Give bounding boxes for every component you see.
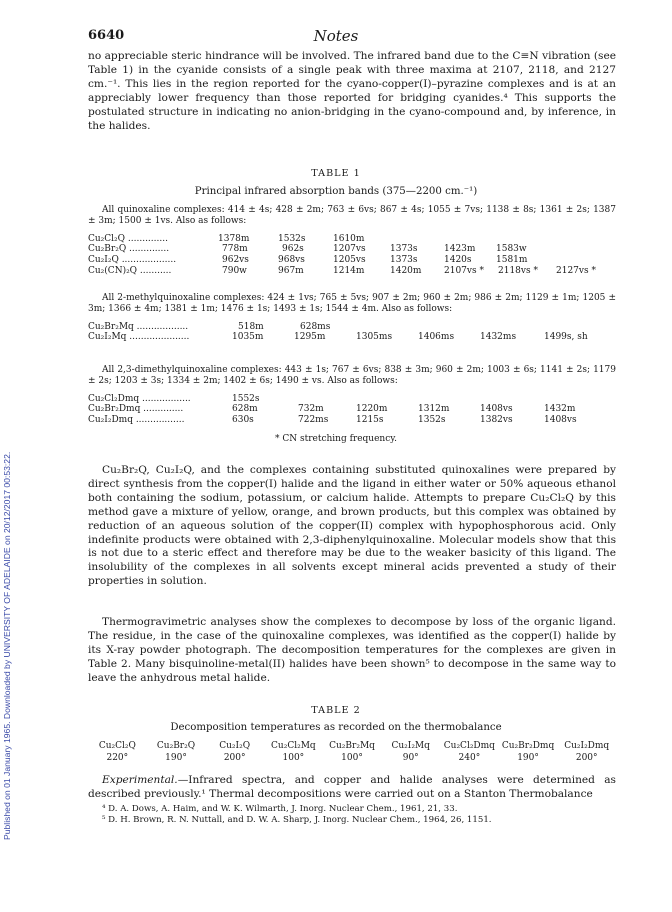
table-1-note-quinoxaline: All quinoxaline complexes: 414 ± 4s; 428 ± 2m; 763 ± 6vs; 867 ± 4s; 1055 ± 7vs; 1138 ± 8s; 1361 ± 2s; 1387 ± 3m; 1500 ± 1vs. Also as follows: — [88, 205, 616, 227]
row-value: 628ms — [300, 321, 331, 332]
table-row — [88, 234, 616, 245]
row-value: 1532s — [278, 233, 306, 244]
reference-5: ⁵ D. H. Brown, R. N. Nuttall, and D. W. A. Sharp, J. Inorg. Nuclear Chem., 1964, 26, 1151. — [102, 815, 492, 825]
experimental-text: —Infrared spectra, and copper and halide analyses were determined as described previously.¹ Thermal decompositions were carried out on a Stanton Thermobalance — [88, 774, 616, 800]
paragraph-1-text: no appreciable steric hindrance will be involved. The infrared band due to the C≡N vibration (see Table 1) in the cyanide consists of a single peak with three maxima at 2107, 2118, and 2127 cm.⁻¹. This lies in the region reported for the cyano-copper(I)–pyrazine complexes and is at an appreciably lower frequency than those reported for bridging cyanides.⁴ This supports the postulated structure in indicating no anion-bridging in the cyano-compound and, by inference, in the halides. — [88, 50, 616, 132]
paragraph-2 — [88, 464, 616, 589]
row-value: 1499s, sh — [544, 332, 588, 343]
row-value: 1382vs — [480, 415, 513, 426]
table-1-block-dimethyl — [88, 365, 616, 426]
table-2-value: 240° — [458, 753, 481, 763]
row-value: 1214m — [333, 265, 365, 276]
paragraph-2-text: Cu₂Br₂Q, Cu₂I₂Q, and the complexes containing substituted quinoxalines were prepared by direct synthesis from the copper(I) halide and the ligand in either water or 50% aqueous ethanol both containing the sodium, potassium, or calcium halide. Attempts to prepare Cu₂Cl₂Q by this method gave a mixture of yellow, orange, and brown products, but this complex was obtained by reduction of an aqueous solution of the copper(II) complex with hypophosphorous acid. Only indefinite products were obtained with 2,3-diphenylquinoxaline. Molecular models show that this is not due to a steric effect and therefore may be due to the weaker basicity of this ligand. The insolubility of the complexes in all solvents except mineral acids prevented a study of their properties in solution. — [88, 464, 616, 588]
row-value: 1035m — [232, 332, 264, 343]
paragraph-1 — [88, 50, 616, 133]
table-2-value: 100° — [341, 753, 363, 763]
page-number: 6640 — [88, 28, 125, 43]
row-compound: Cu₂Br₂Q .............. — [88, 244, 170, 255]
row-value: 1581m — [496, 255, 528, 266]
row-value: 1406ms — [418, 332, 455, 343]
table-1-note-methyl: All 2-methylquinoxaline complexes: 424 ± 1vs; 765 ± 5vs; 907 ± 2m; 960 ± 2m; 986 ± 2m; 1129 ± 1m; 1205 ± 3m; 1366 ± 4m; 1381 ± 1m; 1476 ± 1s; 1493 ± 1s; 1544 ± 4m. Also as follows: — [88, 293, 616, 315]
table-2-header: Cu₂Br₂Mq — [329, 741, 375, 751]
row-value: 1220m — [356, 404, 388, 415]
table-1-caption: Principal infrared absorption bands (375—2200 cm.⁻¹) — [194, 186, 478, 197]
paragraph-3-text: Thermogravimetric analyses show the complexes to decompose by loss of the organic ligand. The residue, in the case of the quinoxaline complexes, was identified as the copper(I) halide by its X-ray powder photograph. The decomposition temperatures for the complexes are given in Table 2. Many bisquinoline-metal(II) halides have been shown⁵ to decompose in the same way to leave the anhydrous metal halide. — [88, 616, 616, 684]
row-value: 630s — [232, 415, 254, 426]
row-value: 1373s — [390, 255, 418, 266]
download-stamp-text: Published on 01 January 1965. Downloaded by UNIVERSITY OF ADELAIDE on 20/12/2017 00:53:22. — [2, 451, 12, 840]
row-value: 2118vs * — [498, 265, 538, 276]
row-compound: Cu₂Br₂Dmq .............. — [88, 404, 184, 415]
table-1-note-dimethyl: All 2,3-dimethylquinoxaline complexes: 443 ± 1s; 767 ± 6vs; 838 ± 3m; 960 ± 2m; 1003 ± 6s; 1141 ± 2s; 1179 ± 2s; 1203 ± 3s; 1334 ± 2m; 1402 ± 6s; 1490 ± vs. Also as follows: — [88, 365, 616, 387]
row-value: 962s — [282, 244, 304, 255]
table-2-header: Cu₂I₂Mq — [391, 741, 430, 751]
row-value: 1583w — [496, 244, 527, 255]
row-value: 778m — [222, 244, 248, 255]
row-value: 1295m — [294, 332, 326, 343]
row-value: 1423m — [444, 244, 476, 255]
table-row — [88, 244, 616, 255]
row-compound: Cu₂Br₂Mq .................. — [88, 321, 189, 332]
table-2-header: Cu₂Br₂Dmq — [501, 741, 555, 751]
row-value: 1207vs — [333, 244, 366, 255]
row-value: 2107vs * — [444, 265, 484, 276]
table-row — [88, 404, 616, 415]
row-compound: Cu₂I₂Dmq ................. — [88, 415, 185, 426]
running-title: Notes — [313, 27, 359, 45]
table-2-label: TABLE 2 — [311, 705, 361, 716]
table-row — [88, 415, 616, 426]
row-value: 1305ms — [356, 332, 393, 343]
row-value: 1378m — [218, 233, 250, 244]
row-value: 967m — [278, 265, 304, 276]
row-value: 722ms — [298, 415, 329, 426]
row-value: 1408vs — [544, 415, 577, 426]
row-value: 2127vs * — [556, 265, 596, 276]
row-value: 962vs — [222, 255, 249, 266]
row-value: 1420s — [444, 255, 472, 266]
table-row — [88, 266, 616, 277]
experimental-label: Experimental. — [102, 774, 178, 786]
table-row — [88, 394, 616, 405]
row-value: 1215s — [356, 415, 384, 426]
table-2-header: Cu₂Cl₂Mq — [271, 741, 316, 751]
table-1-block-quinoxaline — [88, 205, 616, 277]
row-value: 628m — [232, 404, 258, 415]
row-value: 1552s — [232, 393, 260, 404]
table-2-value: 190° — [165, 753, 187, 763]
row-compound: Cu₂Cl₂Dmq ................. — [88, 393, 191, 404]
table-2-header: Cu₂Cl₂Q — [98, 741, 136, 751]
row-value: 1408vs — [480, 404, 513, 415]
row-value: 1432ms — [480, 332, 517, 343]
table-row — [88, 322, 616, 333]
row-value: 1610m — [333, 233, 365, 244]
table-2-value: 190° — [517, 753, 539, 763]
paragraph-4 — [88, 774, 616, 802]
row-value: 732m — [298, 404, 324, 415]
references — [88, 804, 616, 826]
table-2-header: Cu₂Cl₂Dmq — [443, 741, 495, 751]
table-1-footnote: * CN stretching frequency. — [274, 434, 398, 444]
reference-4: ⁴ D. A. Dows, A. Haim, and W. K. Wilmarth, J. Inorg. Nuclear Chem., 1961, 21, 33. — [102, 804, 458, 814]
table-2-value: 220° — [106, 753, 129, 763]
row-value: 1352s — [418, 415, 446, 426]
table-2-caption: Decomposition temperatures as recorded on the thermobalance — [170, 722, 502, 733]
row-compound: Cu₂I₂Q ................... — [88, 255, 177, 266]
table-1-label: TABLE 1 — [311, 168, 361, 179]
table-2-value: 90° — [402, 753, 419, 763]
row-value: 518m — [238, 321, 264, 332]
table-2-header: Cu₂I₂Dmq — [564, 741, 610, 751]
table-2-value-row — [88, 753, 616, 763]
table-2-header: Cu₂I₂Q — [219, 741, 251, 751]
table-2-header: Cu₂Br₂Q — [156, 741, 196, 751]
row-value: 1420m — [390, 265, 422, 276]
row-compound: Cu₂I₂Mq ..................... — [88, 332, 190, 343]
row-value: 1432m — [544, 404, 576, 415]
table-2-header-row — [88, 741, 616, 751]
table-2-value: 200° — [575, 753, 598, 763]
table-1-block-methyl — [88, 293, 616, 343]
row-value: 790w — [222, 265, 247, 276]
row-compound: Cu₂(CN)₂Q ........... — [88, 265, 172, 276]
table-2-value: 200° — [223, 753, 246, 763]
table-2-value: 100° — [282, 753, 305, 763]
row-compound: Cu₂Cl₂Q .............. — [88, 233, 168, 244]
row-value: 968vs — [278, 255, 305, 266]
row-value: 1312m — [418, 404, 450, 415]
table-row — [88, 332, 616, 343]
row-value: 1205vs — [333, 255, 366, 266]
table-row — [88, 255, 616, 266]
row-value: 1373s — [390, 244, 418, 255]
paragraph-3 — [88, 616, 616, 686]
paragraph-4-text — [88, 774, 616, 802]
